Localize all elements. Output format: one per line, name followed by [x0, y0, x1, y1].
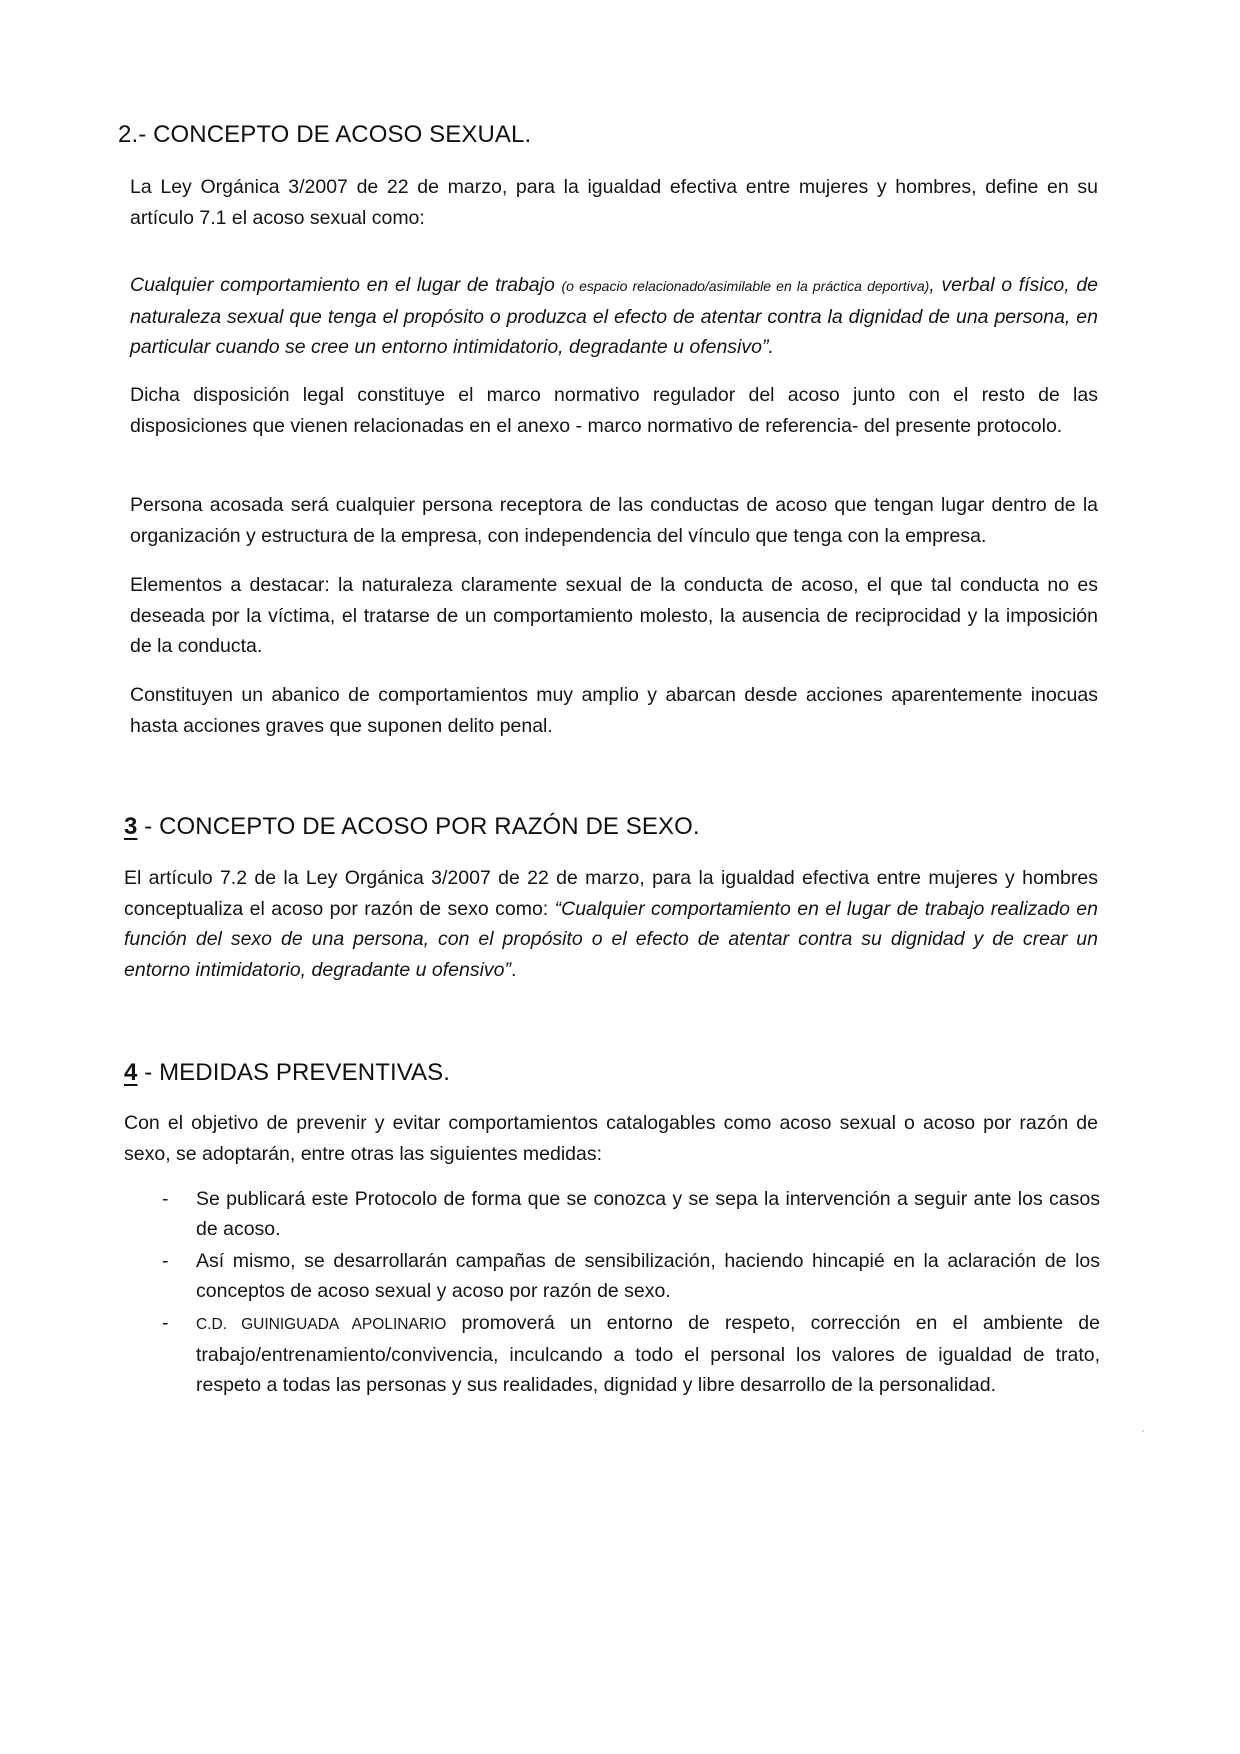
scan-speck: [1142, 1430, 1144, 1432]
section-2-legal-quote: [130, 270, 1098, 363]
section-2-heading: 2.- CONCEPTO DE ACOSO SEXUAL.: [118, 121, 532, 148]
section-3-title: - CONCEPTO DE ACOSO POR RAZÓN DE SEXO.: [137, 813, 700, 840]
section-3-body: [124, 863, 1098, 985]
bullet-marker: -: [162, 1188, 169, 1210]
bullet-marker: -: [162, 1250, 169, 1272]
bullet-2-text: Así mismo, se desarrollarán campañas de sensibilización, haciendo hincapié en la aclaración de los conceptos de acoso sexual y acoso por razón de sexo.: [196, 1250, 1100, 1302]
section-3-heading: [124, 812, 700, 842]
quote-part-2: , verbal o físico, de naturaleza sexual que tenga el propósito o produzca el efecto de atentar contra la dignidad de una persona, en particular cuando se cree un entorno intimidatorio, degradante u ofensivo”.: [130, 274, 1099, 358]
bullet-marker: -: [162, 1312, 169, 1334]
section-2-paragraph-1: Dicha disposición legal constituye el marco normativo regulador del acoso junto con el resto de las disposiciones que vienen relacionadas en el anexo - marco normativo de referencia- del presente protocolo.: [130, 384, 1098, 437]
section-4-heading: [124, 1058, 450, 1088]
organization-name: C.D. GUINIGUADA APOLINARIO: [196, 1316, 447, 1333]
section-4-intro: Con el objetivo de prevenir y evitar comportamientos catalogables como acoso sexual o acoso por razón de sexo, se adoptarán, entre otras las siguientes medidas:: [124, 1112, 1098, 1165]
section-3-body-end: .: [511, 958, 517, 981]
section-2-intro: La Ley Orgánica 3/2007 de 22 de marzo, para la igualdad efectiva entre mujeres y hombres, define en su artículo 7.1 el acoso sexual como:: [130, 176, 1098, 229]
section-3-body-quote: “Cualquier comportamiento en el lugar de trabajo realizado en función del sexo de una persona, con el propósito o el efecto de atentar contra su dignidad y de crear un entorno intimidatorio, degradante u ofensivo”: [124, 897, 1099, 981]
section-3-number: 3: [124, 813, 138, 840]
quote-part-1: Cualquier comportamiento en el lugar de trabajo: [130, 274, 562, 296]
section-3-body-plain: El artículo 7.2 de la Ley Orgánica 3/2007 de 22 de marzo, para la igualdad efectiva entre mujeres y hombres conceptualiza el acoso por razón de sexo como:: [124, 867, 1098, 920]
section-2-paragraph-3: Elementos a destacar: la naturaleza claramente sexual de la conducta de acoso, el que tal conducta no es deseada por la víctima, el tratarse de un comportamiento molesto, la ausencia de reciprocidad y la imposición de la conducta.: [130, 574, 1098, 657]
preventive-measures-list: [150, 1184, 1100, 1400]
list-item: [150, 1308, 1100, 1400]
quote-aside: (o espacio relacionado/asimilable en la práctica deportiva): [561, 278, 930, 294]
section-4-title: - MEDIDAS PREVENTIVAS.: [137, 1059, 451, 1086]
bullet-1-text: Se publicará este Protocolo de forma que se conozca y se sepa la intervención a seguir ante los casos de acoso.: [196, 1188, 1100, 1240]
bullet-3-text: promoverá un entorno de respeto, corrección en el ambiente de trabajo/entrenamiento/convivencia, inculcando a todo el personal los valores de igualdad de trato, respeto a todas las personas y sus realidades, dignidad y libre desarrollo de la personalidad.: [196, 1312, 1100, 1396]
section-4-number: 4: [124, 1059, 138, 1086]
section-2-paragraph-4: Constituyen un abanico de comportamientos muy amplio y abarcan desde acciones aparentemente inocuas hasta acciones graves que suponen delito penal.: [130, 684, 1098, 737]
section-2-paragraph-2: Persona acosada será cualquier persona receptora de las conductas de acoso que tengan lugar dentro de la organización y estructura de la empresa, con independencia del vínculo que tenga con la empresa.: [130, 494, 1098, 547]
list-item: [150, 1246, 1100, 1306]
list-item: [150, 1184, 1100, 1244]
